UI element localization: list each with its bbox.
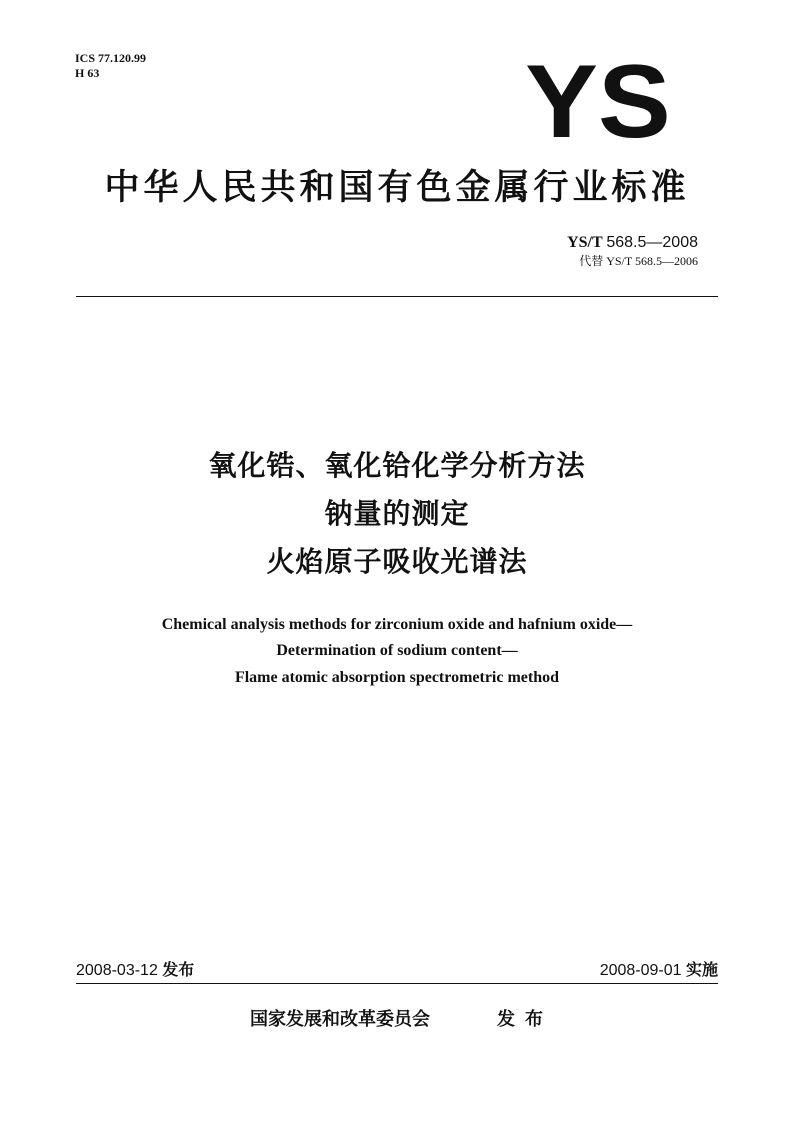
ccs-code: H 63 [75, 66, 100, 80]
title-en-line-2: Determination of sodium content— [276, 642, 518, 659]
organization-title: 中华人民共和国有色金属行业标准 [104, 168, 690, 208]
ys-logo-text: YS [525, 55, 671, 145]
bottom-divider [76, 983, 718, 984]
ys-logo [510, 55, 686, 145]
ics-code: ICS 77.120.99 [75, 51, 147, 65]
issue-date-value: 2008-03-12 [76, 962, 158, 979]
top-divider [76, 296, 718, 297]
issuer-name: 国家发展和改革委员会 [250, 1009, 430, 1030]
title-en-line-1: Chemical analysis methods for zirconium oxide and hafnium oxide— [161, 616, 633, 633]
title-cn-line-2: 钠量的测定 [324, 497, 470, 530]
standard-code [567, 234, 698, 252]
title-en-line-3: Flame atomic absorption spectrometric method [234, 669, 560, 686]
standard-code-number: 568.5—2008 [606, 234, 698, 251]
title-cn-line-3: 火焰原子吸收光谱法 [266, 545, 528, 578]
issuer-action: 发布 [497, 1009, 553, 1030]
issue-date [76, 960, 194, 981]
classification-codes [75, 51, 146, 81]
implement-date [600, 960, 718, 981]
title-cn-line-1: 氧化锆、氧化铪化学分析方法 [208, 449, 586, 482]
replaces-code: 代替 YS/T 568.5—2006 [579, 254, 698, 268]
implement-date-value: 2008-09-01 [599, 962, 682, 979]
implement-date-label: 实施 [685, 960, 718, 979]
standard-code-prefix: YS/T [567, 234, 603, 251]
standard-code-block [567, 234, 698, 270]
issue-date-label: 发布 [162, 960, 195, 979]
